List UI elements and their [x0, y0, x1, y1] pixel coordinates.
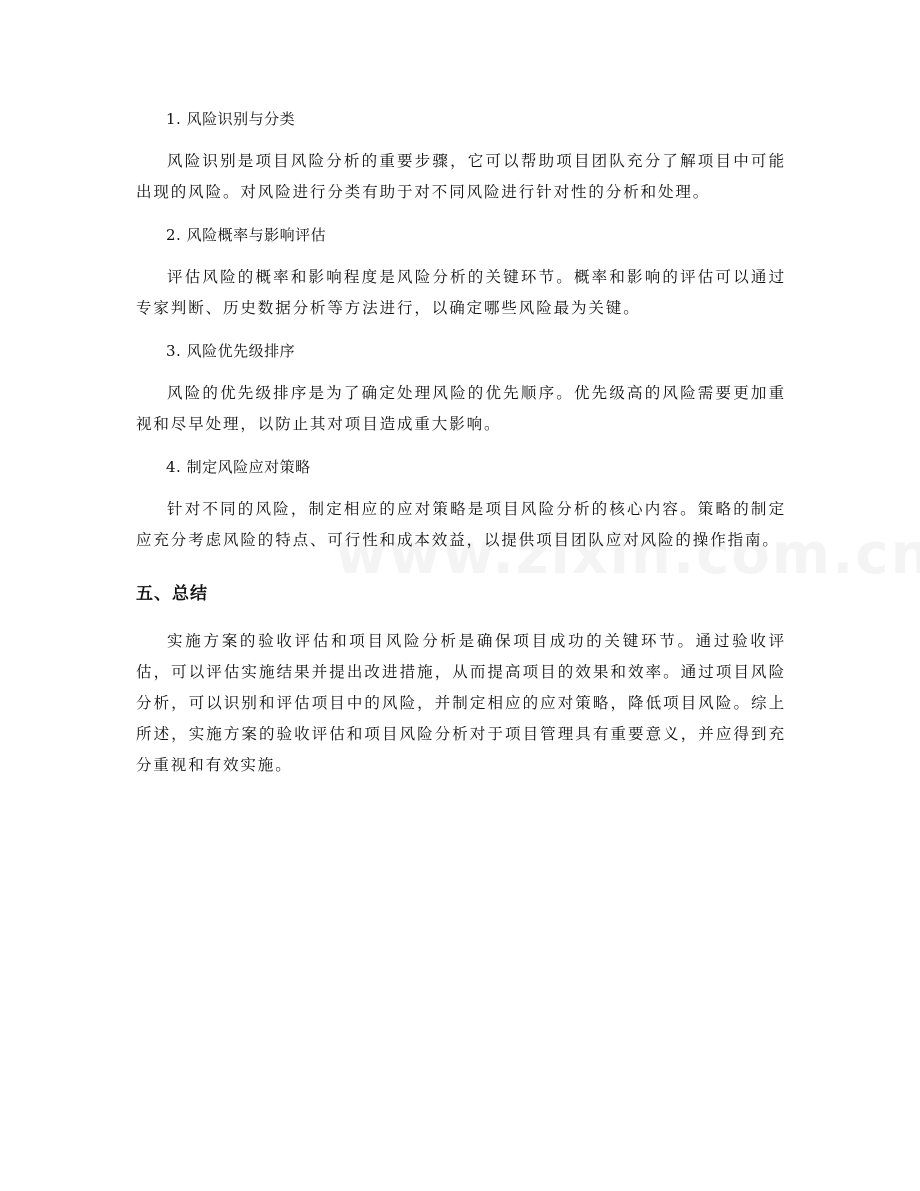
paragraph-risk-identification: 风险识别是项目风险分析的重要步骤，它可以帮助项目团队充分了解项目中可能出现的风险。对风险进行分类有助于对不同风险进行针对性的分析和处理。	[136, 152, 786, 201]
paragraph-summary: 实施方案的验收评估和项目风险分析是确保项目成功的关键环节。通过验收评估，可以评估实施结果并提出改进措施，从而提高项目的效果和效率。通过项目风险分析，可以识别和评估项目中的风险，并制定相应的应对策略，降低项目风险。综上所述，实施方案的验收评估和项目风险分析对于项目管理具有重要意义，并应得到充分重视和有效实施。	[136, 632, 786, 774]
subheading-risk-strategy: 4. 制定风险应对策略	[166, 458, 311, 476]
paragraph-risk-priority: 风险的优先级排序是为了确定处理风险的优先顺序。优先级高的风险需要更加重视和尽早处理，以防止其对项目造成重大影响。	[136, 384, 786, 433]
paragraph-risk-strategy: 针对不同的风险，制定相应的应对策略是项目风险分析的核心内容。策略的制定应充分考虑风险的特点、可行性和成本效益，以提供项目团队应对风险的操作指南。	[136, 500, 786, 549]
subheading-risk-priority: 3. 风险优先级排序	[166, 342, 296, 360]
subheading-risk-identification: 1. 风险识别与分类	[166, 110, 296, 128]
section-heading-summary: 五、总结	[136, 584, 208, 604]
document-page	[136, 96, 786, 795]
subheading-risk-probability: 2. 风险概率与影响评估	[166, 226, 327, 244]
paragraph-risk-probability: 评估风险的概率和影响程度是风险分析的关键环节。概率和影响的评估可以通过专家判断、历史数据分析等方法进行，以确定哪些风险最为关键。	[136, 268, 786, 317]
